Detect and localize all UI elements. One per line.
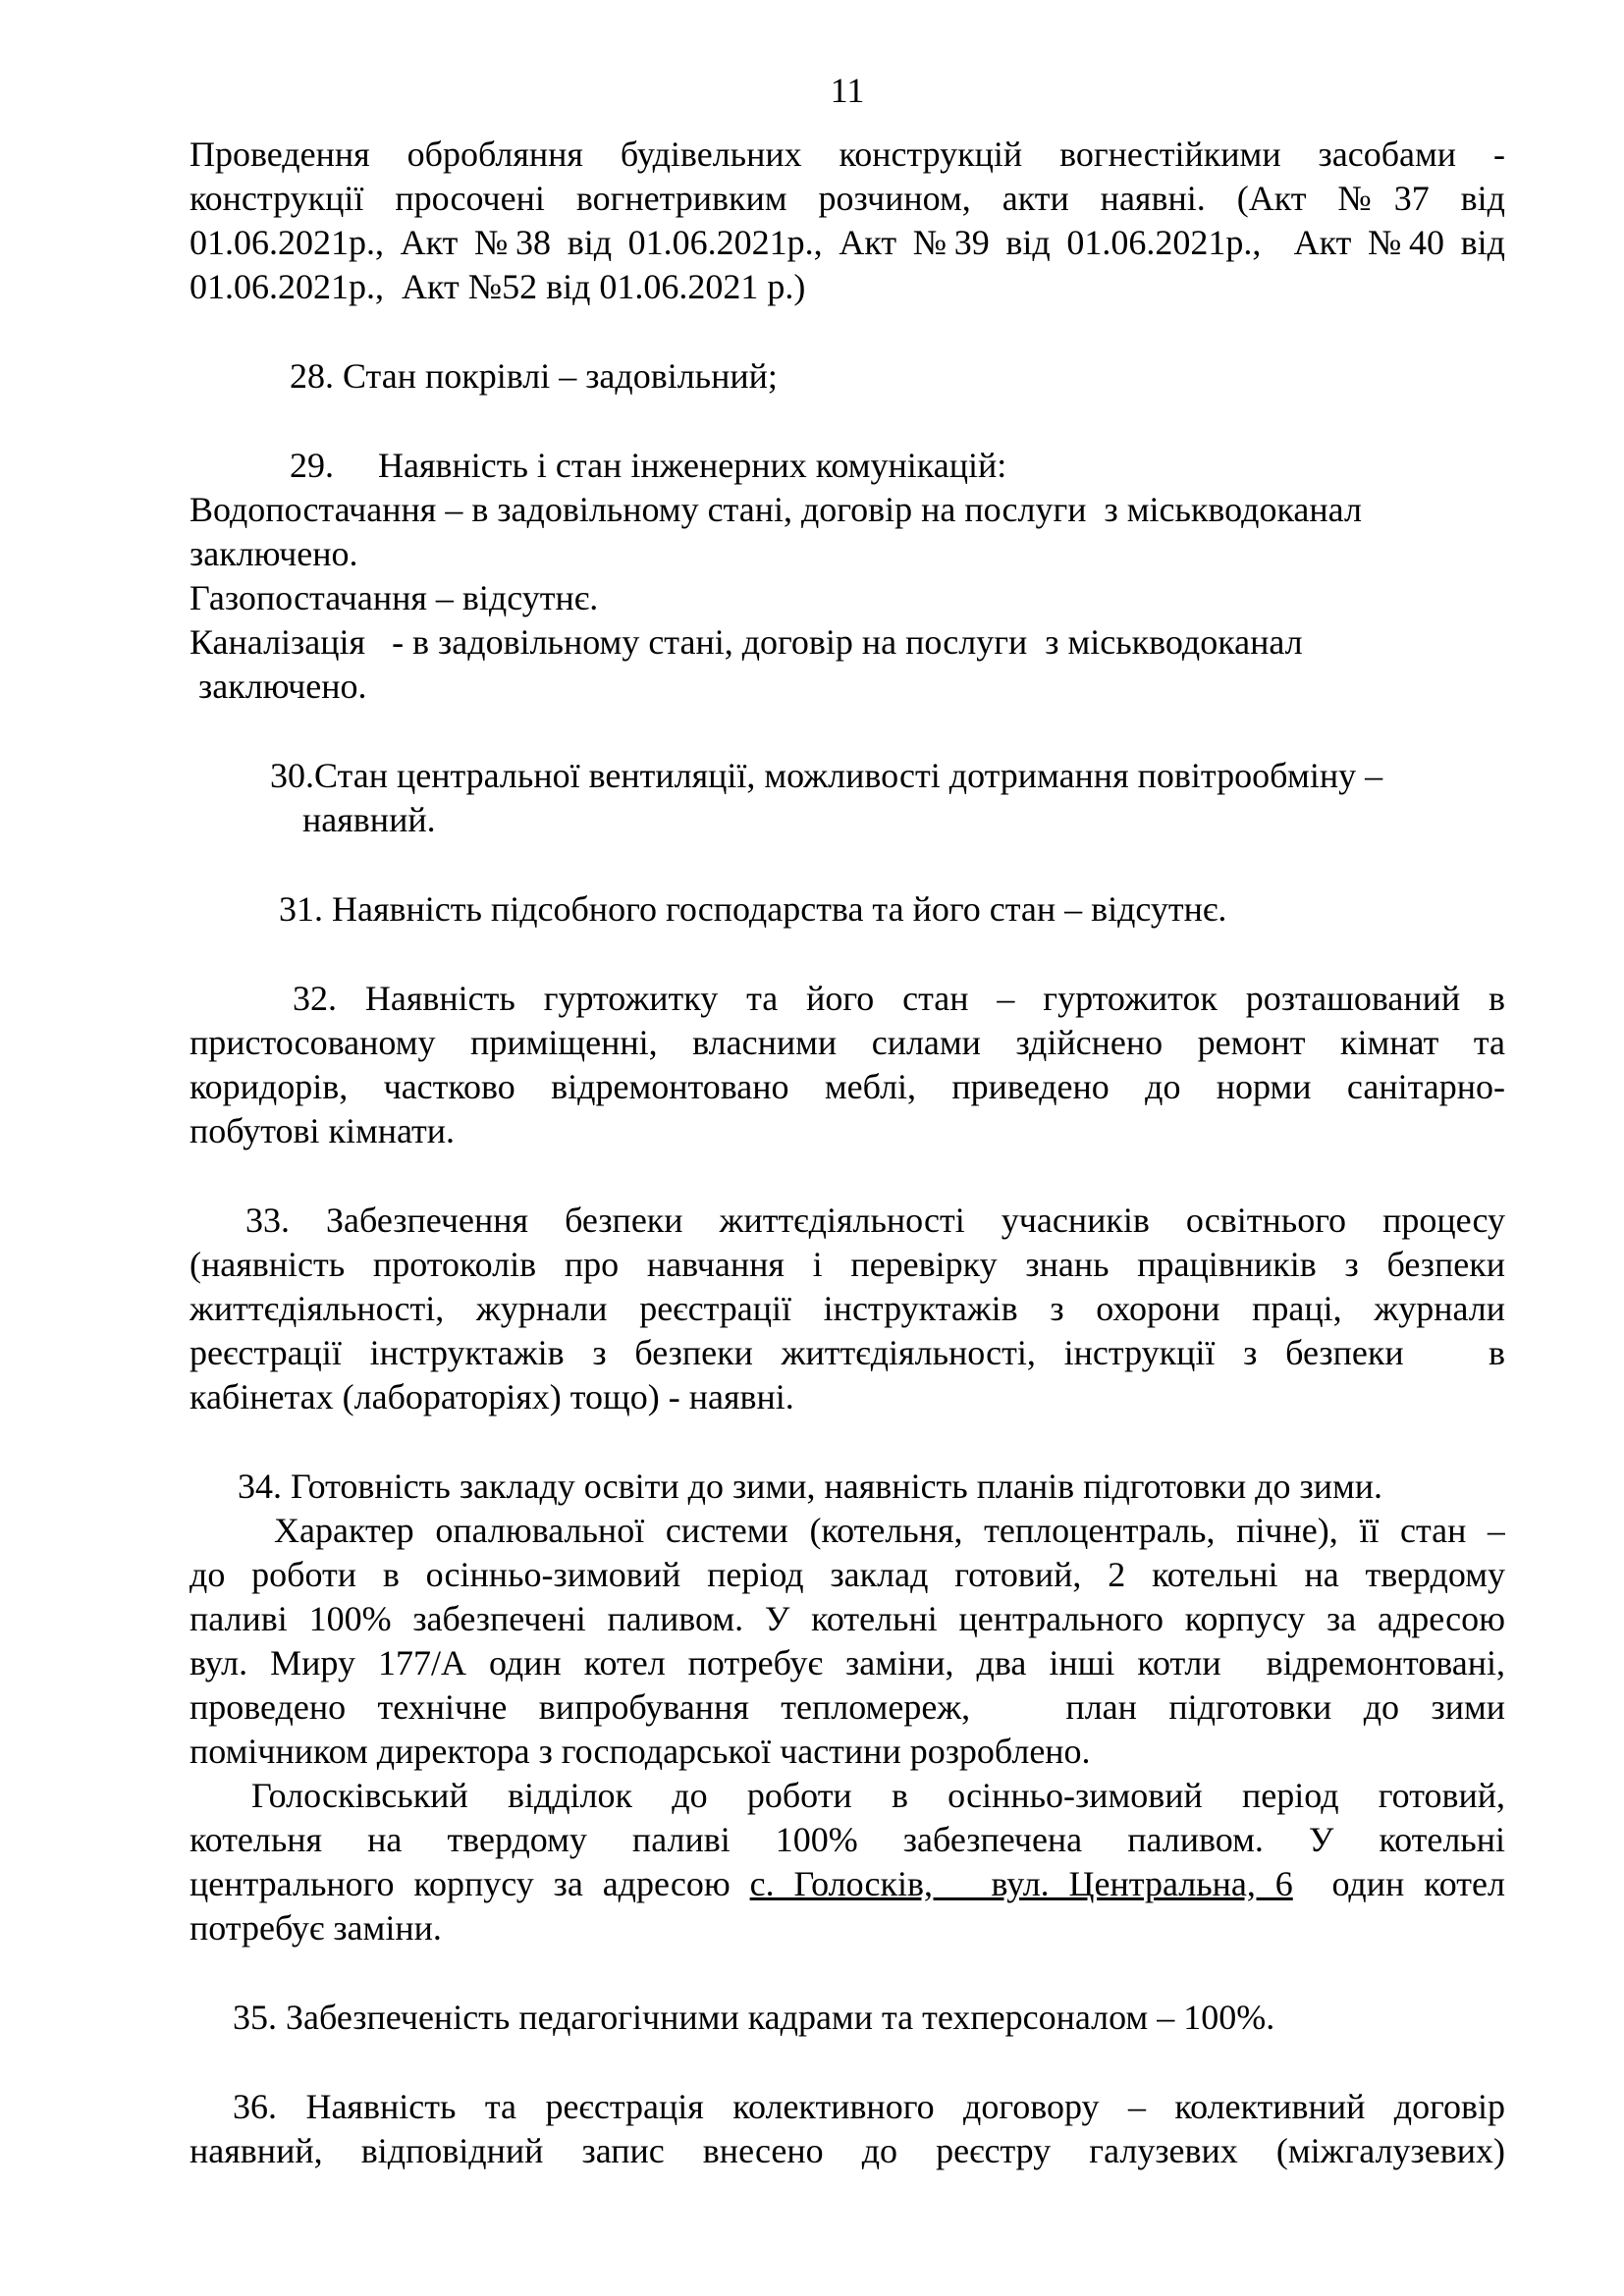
paragraph-line: 30.Стан центральної вентиляції, можливості дотримання повітрообміну – [270, 756, 1383, 795]
page-number: 11 [830, 71, 865, 110]
paragraph-28-roof [189, 354, 1505, 399]
paragraph-line: пристосованому приміщенні, власними силами здійснено ремонт кімнат та [189, 1023, 1505, 1062]
paragraph-line: Каналізація - в задовільному стані, договір на послуги з міськводоканал [189, 622, 1303, 662]
paragraph-line: котельня на твердому паливі 100% забезпечена паливом. У котельні [189, 1820, 1505, 1859]
paragraph-33-life-safety [189, 1199, 1505, 1419]
paragraph-line: заключено. [189, 667, 367, 706]
address-prefix-text: центрального корпусу за адресою [189, 1864, 750, 1903]
paragraph-line: помічником директора з господарської частини розроблено. [189, 1732, 1091, 1771]
paragraph-line: паливі 100% забезпечені паливом. У котельні центрального корпусу за адресою [189, 1599, 1505, 1638]
paragraph-line: 31. Наявність підсобного господарства та його стан – відсутнє. [279, 889, 1227, 929]
paragraph-line: Характер опалювальної системи (котельня, теплоцентраль, пічне), її стан – [274, 1511, 1505, 1550]
paragraph-line: Голосківський відділок до роботи в осінньо-зимовий період готовий, [251, 1776, 1505, 1815]
address-suffix-text: один котел [1292, 1864, 1505, 1903]
paragraph-line: реєстрації інструктажів з безпеки життєдіяльності, інструкції з безпеки в [189, 1333, 1505, 1372]
paragraph-31-subsidiary-farm [189, 887, 1505, 932]
paragraph-line: 33. Забезпечення безпеки життєдіяльності учасників освітнього процесу [245, 1201, 1505, 1240]
paragraph-34-winter-readiness [189, 1465, 1505, 1774]
paragraph-line: коридорів, частково відремонтовано меблі, приведено до норми санітарно- [189, 1067, 1505, 1106]
paragraph-36-collective-agreement [189, 2085, 1505, 2173]
paragraph-line: 35. Забезпеченість педагогічними кадрами та техперсоналом – 100%. [233, 1998, 1275, 2037]
paragraph-holoskiv-branch [189, 1774, 1505, 1950]
paragraph-32-dormitory [189, 977, 1505, 1153]
paragraph-line: побутові кімнати. [189, 1111, 456, 1150]
paragraph-29-utilities [189, 444, 1505, 709]
paragraph-line: 32. Наявність гуртожитку та його стан – гуртожиток розташований в [293, 979, 1505, 1018]
paragraph-line: (наявність протоколів про навчання і перевірку знань працівників з безпеки [189, 1245, 1505, 1284]
paragraph-line: конструкції просочені вогнетривким розчином, акти наявні. (Акт №37 від [189, 179, 1505, 218]
paragraph-line: кабінетах (лабораторіях) тощо) - наявні. [189, 1377, 794, 1416]
paragraph-line: Газопостачання – відсутнє. [189, 578, 599, 617]
paragraph-line: до роботи в осінньо-зимовий період заклад готовий, 2 котельні на твердому [189, 1555, 1505, 1594]
paragraph-line: потребує заміни. [189, 1908, 442, 1948]
paragraph-line: проведено технічне випробування тепломереж, план підготовки до зими [189, 1687, 1505, 1727]
paragraph-line: наявний, відповідний запис внесено до реєстру галузевих (міжгалузевих) [189, 2131, 1505, 2170]
underlined-address: с. Голосків, вул. Центральна, 6 [749, 1864, 1293, 1903]
paragraph-fire-treatment [189, 133, 1505, 309]
paragraph-line [189, 1862, 1505, 1906]
paragraph-line: 01.06.2021р., Акт №52 від 01.06.2021 р.) [189, 267, 806, 306]
paragraph-line: життєдіяльності, журнали реєстрації інструктажів з охорони праці, журнали [189, 1289, 1505, 1328]
paragraph-35-staffing [189, 1996, 1505, 2040]
paragraph-line: 01.06.2021р., Акт №38 від 01.06.2021р., Акт №39 від 01.06.2021р., Акт №40 від [189, 223, 1505, 262]
paragraph-30-ventilation [189, 754, 1505, 842]
paragraph-line: 28. Стан покрівлі – задовільний; [290, 356, 778, 396]
paragraph-line: заключено. [189, 534, 358, 573]
paragraph-line: Проведення обробляння будівельних конструкцій вогнестійкими засобами - [189, 134, 1505, 174]
paragraph-line: Водопостачання – в задовільному стані, договір на послуги з міськводоканал [189, 490, 1362, 529]
paragraph-line: наявний. [302, 800, 436, 839]
paragraph-line: 36. Наявність та реєстрація колективного договору – колективний договір [233, 2087, 1505, 2126]
paragraph-line: 34. Готовність закладу освіти до зими, наявність планів підготовки до зими. [238, 1467, 1383, 1506]
paragraph-line: 29. Наявність і стан інженерних комунікацій: [290, 446, 1007, 485]
paragraph-line: вул. Миру 177/А один котел потребує заміни, два інші котли відремонтовані, [189, 1643, 1505, 1682]
